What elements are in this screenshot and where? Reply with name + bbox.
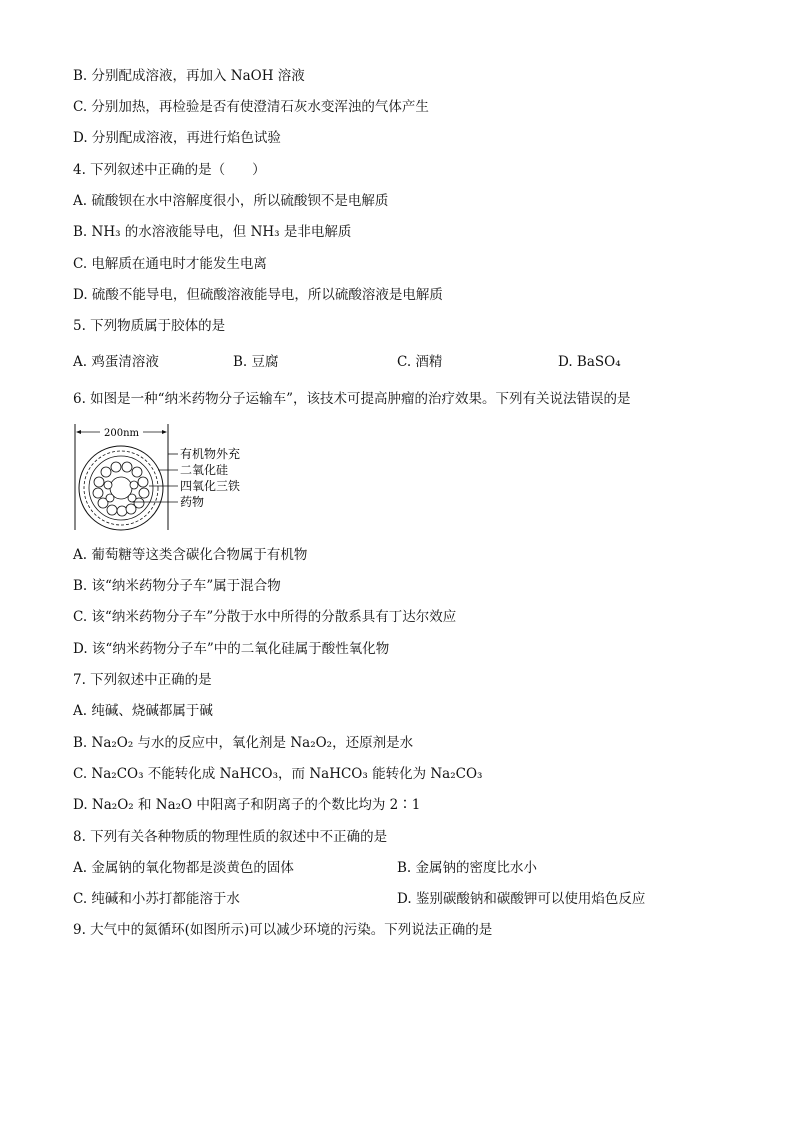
q6-option-c: C. 该“纳米药物分子车”分散于水中所得的分散系具有丁达尔效应 [73,609,457,625]
q5-option-c: C. 酒精 [397,354,443,370]
q8-stem: 8. 下列有关各种物质的物理性质的叙述中不正确的是 [73,829,388,845]
q8-option-b: B. 金属钠的密度比水小 [397,860,538,876]
q6-option-a: A. 葡萄糖等这类含碳化合物属于有机物 [73,547,308,563]
q8-option-c: C. 纯碱和小苏打都能溶于水 [73,891,240,907]
q7-option-d: D. Na₂O₂ 和 Na₂O 中阳离子和阴离子的个数比均为 2∶1 [73,797,421,813]
q7-option-b: B. Na₂O₂ 与水的反应中，氧化剂是 Na₂O₂，还原剂是水 [73,735,414,751]
q5-option-d: D. BaSO₄ [558,354,621,370]
q7-option-c: C. Na₂CO₃ 不能转化成 NaHCO₃，而 NaHCO₃ 能转化为 Na₂CO₃ [73,766,483,782]
label-silica: 二氧化硅 [180,463,229,477]
q3-option-c: C. 分别加热，再检验是否有使澄清石灰水变浑浊的气体产生 [73,99,429,115]
q4-option-a: A. 硫酸钡在水中溶解度很小，所以硫酸钡不是电解质 [73,193,389,209]
q7-stem: 7. 下列叙述中正确的是 [73,672,212,688]
q6-stem: 6. 如图是一种“纳米药物分子运输车”，该技术可提高肿瘤的治疗效果。下列有关说法错误的是 [73,391,631,407]
q3-option-b: B. 分别配成溶液，再加入 NaOH 溶液 [73,68,305,84]
nano-carrier-diagram [70,422,260,532]
q9-stem: 9. 大气中的氮循环(如图所示)可以减少环境的污染。下列说法正确的是 [73,922,493,938]
q4-stem: 4. 下列叙述中正确的是（ ） [73,162,266,178]
label-organic-shell: 有机物外充 [180,447,241,461]
q5-option-b: B. 豆腐 [233,354,279,370]
q4-option-c: C. 电解质在通电时才能发生电离 [73,256,267,272]
q6-option-b: B. 该“纳米药物分子车”属于混合物 [73,578,281,594]
q7-option-a: A. 纯碱、烧碱都属于碱 [73,703,213,719]
q3-option-d: D. 分别配成溶液，再进行焰色试验 [73,130,281,146]
label-drug: 药物 [180,495,205,509]
q4-option-d: D. 硫酸不能导电，但硫酸溶液能导电，所以硫酸溶液是电解质 [73,287,443,303]
q8-option-d: D. 鉴别碳酸钠和碳酸钾可以使用焰色反应 [397,891,646,907]
size-label: 200nm [103,428,140,439]
q6-option-d: D. 该“纳米药物分子车”中的二氧化硅属于酸性氧化物 [73,641,390,657]
q8-option-a: A. 金属钠的氧化物都是淡黄色的固体 [73,860,294,876]
label-fe3o4: 四氧化三铁 [180,479,241,493]
q5-option-a: A. 鸡蛋清溶液 [73,354,159,370]
q4-option-b: B. NH₃ 的水溶液能导电，但 NH₃ 是非电解质 [73,224,352,240]
q5-stem: 5. 下列物质属于胶体的是 [73,318,226,334]
